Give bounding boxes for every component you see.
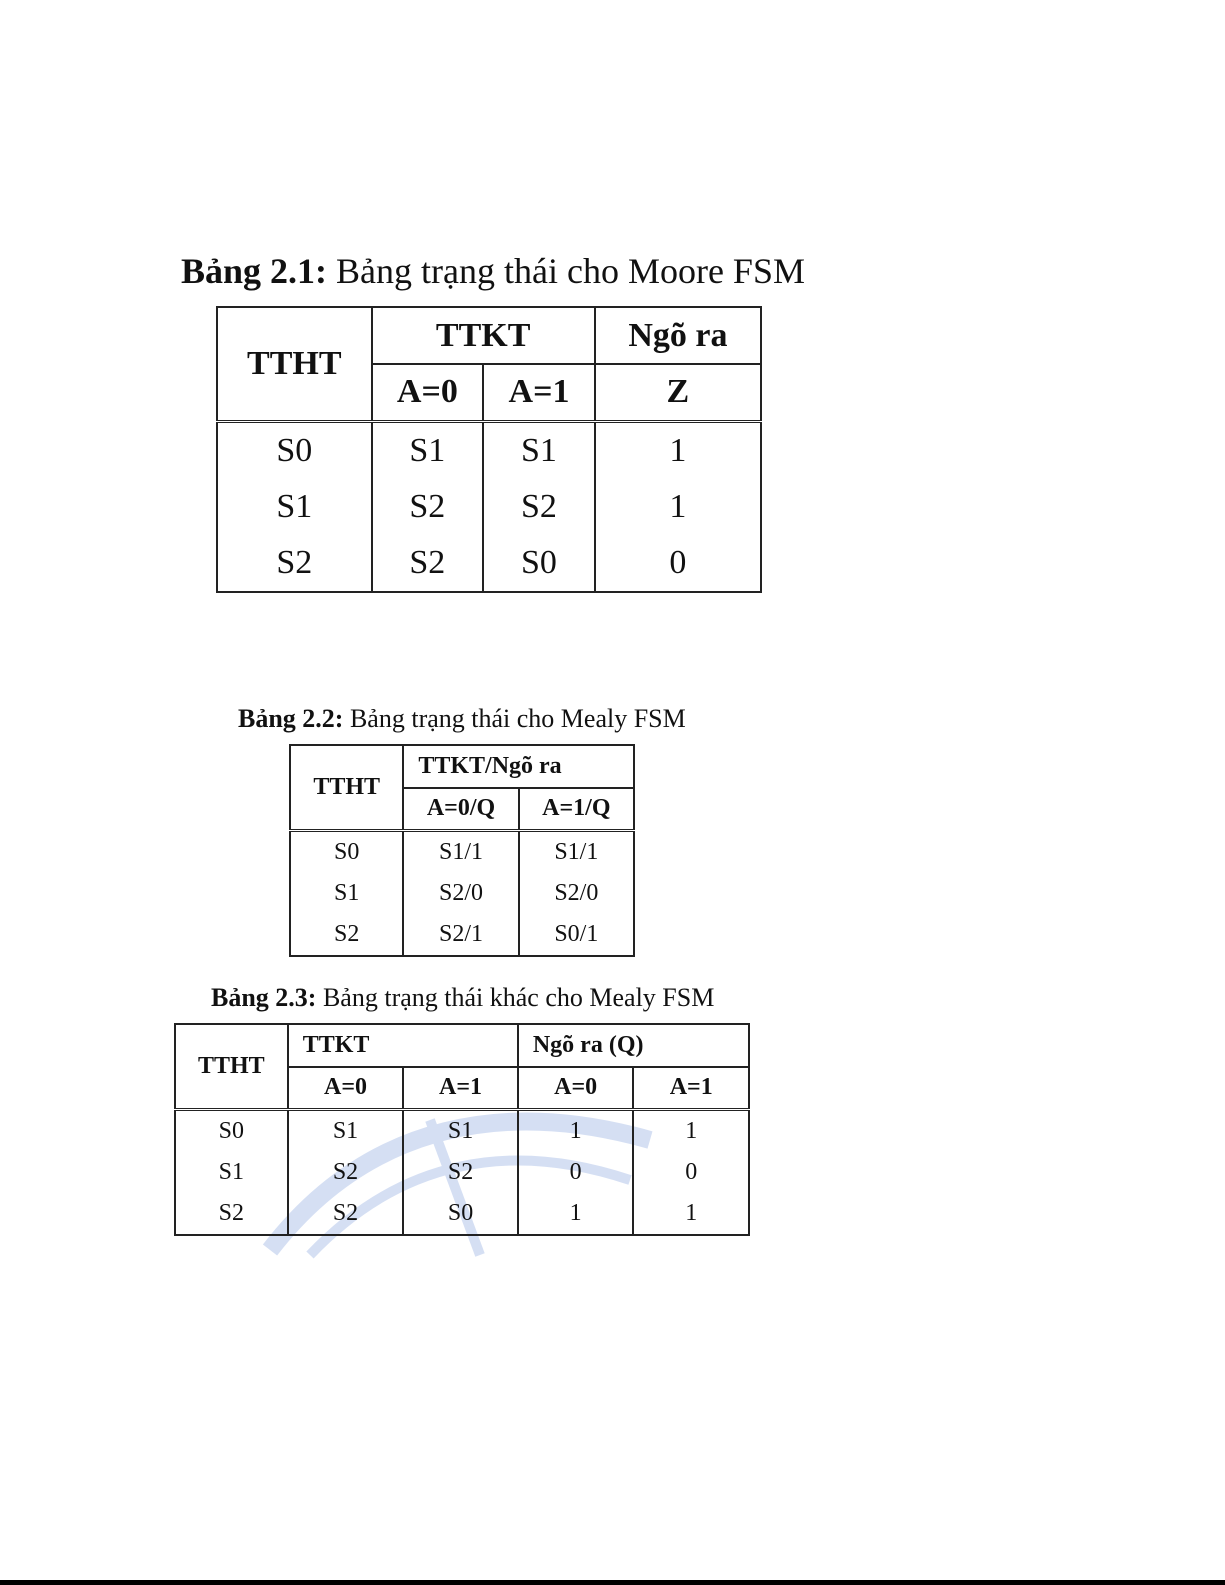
cell: 1 — [595, 421, 761, 479]
cell: S0 — [403, 1193, 518, 1235]
table3-caption-label: Bảng 2.3: — [211, 983, 317, 1012]
cell: S1 — [403, 1109, 518, 1152]
cell: 1 — [633, 1109, 749, 1152]
header-output-q: Ngõ ra (Q) — [518, 1024, 749, 1067]
subheader-q-a1: A=1 — [633, 1067, 749, 1109]
cell: S0 — [483, 535, 595, 592]
subheader-a1-q: A=1/Q — [519, 788, 634, 830]
table3-caption — [211, 983, 714, 1013]
header-current-state: TTHT — [290, 745, 403, 830]
header-next-state: TTKT — [372, 307, 595, 364]
cell: S2 — [290, 914, 403, 956]
subheader-next-a0: A=0 — [288, 1067, 404, 1109]
cell: S2 — [403, 1152, 518, 1193]
table-row — [290, 914, 634, 956]
table2-caption — [238, 704, 686, 734]
cell: S2/0 — [403, 873, 518, 914]
cell: S0/1 — [519, 914, 634, 956]
header-current-state: TTHT — [175, 1024, 288, 1109]
table3-caption-text: Bảng trạng thái khác cho Mealy FSM — [316, 983, 715, 1012]
cell: 0 — [595, 535, 761, 592]
table-row — [290, 873, 634, 914]
cell: S2 — [175, 1193, 288, 1235]
table1-caption-text: Bảng trạng thái cho Moore FSM — [327, 251, 805, 291]
cell: S1 — [288, 1109, 404, 1152]
header-current-state: TTHT — [217, 307, 372, 421]
header-next-state: TTKT — [288, 1024, 518, 1067]
cell: S0 — [217, 421, 372, 479]
cell: S0 — [175, 1109, 288, 1152]
subheader-a1: A=1 — [483, 364, 595, 421]
moore-state-table — [216, 306, 762, 593]
cell: S2 — [288, 1152, 404, 1193]
cell: 1 — [518, 1109, 634, 1152]
header-output: Ngõ ra — [595, 307, 761, 364]
cell: S1/1 — [403, 830, 518, 873]
cell: S1/1 — [519, 830, 634, 873]
cell: S1 — [217, 479, 372, 535]
table2-caption-label: Bảng 2.2: — [238, 704, 344, 733]
subheader-z: Z — [595, 364, 761, 421]
subheader-a0: A=0 — [372, 364, 484, 421]
cell: S1 — [175, 1152, 288, 1193]
cell: 1 — [595, 479, 761, 535]
cell: S2 — [483, 479, 595, 535]
subheader-next-a1: A=1 — [403, 1067, 518, 1109]
mealy-state-table — [289, 744, 635, 957]
cell: S2 — [288, 1193, 404, 1235]
cell: S2/1 — [403, 914, 518, 956]
header-next-state-output: TTKT/Ngõ ra — [403, 745, 634, 788]
table-row — [217, 479, 761, 535]
table1-caption — [181, 250, 805, 292]
cell: S2 — [217, 535, 372, 592]
cell: S2 — [372, 535, 484, 592]
table-row — [175, 1109, 749, 1152]
table-row — [290, 830, 634, 873]
table1-caption-label: Bảng 2.1: — [181, 251, 328, 291]
table-row — [175, 1193, 749, 1235]
cell: 1 — [633, 1193, 749, 1235]
subheader-q-a0: A=0 — [518, 1067, 634, 1109]
cell: S1 — [483, 421, 595, 479]
cell: S2/0 — [519, 873, 634, 914]
table2-caption-text: Bảng trạng thái cho Mealy FSM — [343, 704, 686, 733]
cell: 0 — [518, 1152, 634, 1193]
cell: 0 — [633, 1152, 749, 1193]
table-row — [175, 1152, 749, 1193]
cell: S0 — [290, 830, 403, 873]
table-row — [217, 535, 761, 592]
cell: S1 — [372, 421, 484, 479]
cell: 1 — [518, 1193, 634, 1235]
cell: S2 — [372, 479, 484, 535]
table-row — [217, 421, 761, 479]
mealy-alt-state-table — [174, 1023, 750, 1236]
cell: S1 — [290, 873, 403, 914]
subheader-a0-q: A=0/Q — [403, 788, 518, 830]
page-bottom-divider — [0, 1580, 1225, 1585]
